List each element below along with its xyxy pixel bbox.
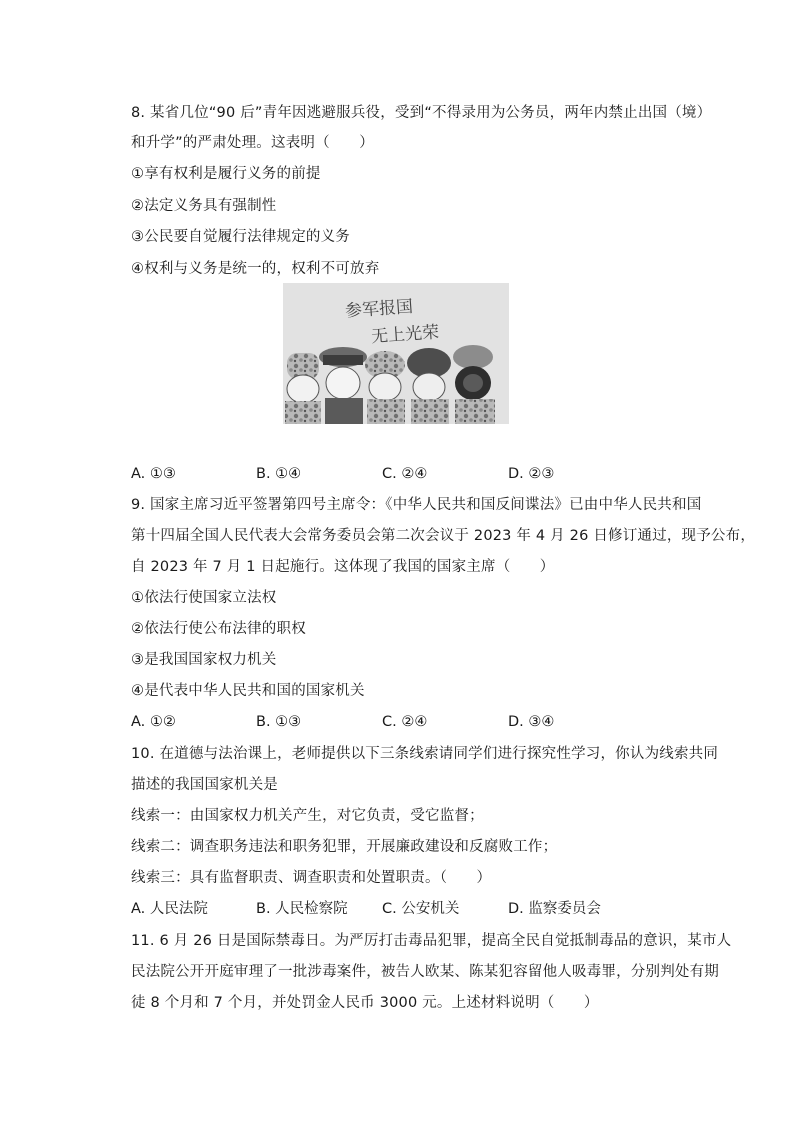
q8-item-3: ③公民要自觉履行法律规定的义务 bbox=[131, 229, 350, 245]
q10-option-b[interactable]: B. 人民检察院 bbox=[256, 901, 348, 917]
q10-stem-line-2: 描述的我国国家机关是 bbox=[131, 777, 278, 793]
q11-stem-line-1: 11. 6 月 26 日是国际禁毒日。为严厉打击毒品犯罪，提高全民自觉抵制毒品的意识，某市人 bbox=[131, 933, 732, 949]
q8-item-1: ①享有权利是履行义务的前提 bbox=[131, 166, 321, 182]
q8-option-b[interactable]: B. ①④ bbox=[256, 466, 302, 482]
q8-option-c[interactable]: C. ②④ bbox=[382, 466, 428, 482]
q9-item-3: ③是我国国家权力机关 bbox=[131, 652, 277, 668]
soldiers-poster-image bbox=[283, 283, 509, 424]
q8-option-d[interactable]: D. ②③ bbox=[508, 466, 555, 482]
q8-options bbox=[131, 465, 691, 483]
q10-clue-3: 线索三：具有监督职责、调查职责和处置职责。（ ） bbox=[131, 870, 492, 886]
q8-illustration bbox=[283, 283, 509, 424]
poster-caption-line-2: 无上光荣 bbox=[370, 322, 440, 348]
q9-option-b[interactable]: B. ①③ bbox=[256, 714, 302, 730]
soldier-1-body bbox=[285, 401, 321, 424]
soldier-4-face bbox=[413, 373, 445, 401]
soldier-3-body bbox=[367, 399, 405, 424]
q9-item-2: ②依法行使公布法律的职权 bbox=[131, 621, 306, 637]
q9-option-a[interactable]: A. ①② bbox=[131, 714, 176, 730]
q9-item-4: ④是代表中华人民共和国的国家机关 bbox=[131, 683, 365, 699]
q9-option-c[interactable]: C. ②④ bbox=[382, 714, 428, 730]
q10-option-c[interactable]: C. 公安机关 bbox=[382, 901, 460, 917]
q8-stem-line-1: 8. 某省几位“90 后”青年因逃避服兵役，受到“不得录用为公务员，两年内禁止出国（境） bbox=[131, 105, 712, 121]
q10-clue-1: 线索一：由国家权力机关产生，对它负责，受它监督； bbox=[131, 808, 484, 824]
q11-stem-line-2: 民法院公开开庭审理了一批涉毒案件，被告人欧某、陈某犯容留他人吸毒罪，分别判处有期 bbox=[131, 964, 719, 980]
q10-clue-2: 线索二：调查职务违法和职务犯罪，开展廉政建设和反腐败工作； bbox=[131, 839, 558, 855]
q9-option-d[interactable]: D. ③④ bbox=[508, 714, 555, 730]
soldier-3-face bbox=[369, 373, 401, 401]
q8-stem-line-2: 和升学”的严肃处理。这表明（ ） bbox=[131, 135, 374, 151]
q9-stem-line-3: 自 2023 年 7 月 1 日起施行。这体现了我国的国家主席（ ） bbox=[131, 559, 555, 575]
q10-option-d[interactable]: D. 监察委员会 bbox=[508, 901, 601, 917]
q8-item-4: ④权利与义务是统一的，权利不可放弃 bbox=[131, 261, 380, 277]
q8-item-2: ②法定义务具有强制性 bbox=[131, 198, 277, 214]
soldier-5-helmet bbox=[453, 345, 493, 369]
soldier-2-body bbox=[325, 398, 363, 424]
q9-stem-line-1: 9. 国家主席习近平签署第四号主席令：《中华人民共和国反间谍法》已由中华人民共和国 bbox=[131, 497, 702, 513]
soldier-2-face bbox=[326, 367, 360, 399]
q8-option-a[interactable]: A. ①③ bbox=[131, 466, 176, 482]
soldier-4-body bbox=[411, 399, 449, 424]
poster-caption-line-1: 参军报国 bbox=[344, 296, 414, 322]
q9-options bbox=[131, 713, 691, 731]
q10-stem-line-1: 10. 在道德与法治课上，老师提供以下三条线索请同学们进行探究性学习，你认为线索共同 bbox=[131, 746, 719, 762]
q11-stem-line-3: 徒 8 个月和 7 个月，并处罚金人民币 3000 元。上述材料说明（ ） bbox=[131, 995, 599, 1011]
soldier-1-face bbox=[287, 375, 319, 403]
q10-options bbox=[131, 900, 691, 918]
q10-option-a[interactable]: A. 人民法院 bbox=[131, 901, 208, 917]
soldier-5-body bbox=[455, 399, 495, 424]
q9-item-1: ①依法行使国家立法权 bbox=[131, 590, 277, 606]
q9-stem-line-2: 第十四届全国人民代表大会常务委员会第二次会议于 2023 年 4 月 26 日修订通过，现予公布， bbox=[131, 528, 756, 544]
